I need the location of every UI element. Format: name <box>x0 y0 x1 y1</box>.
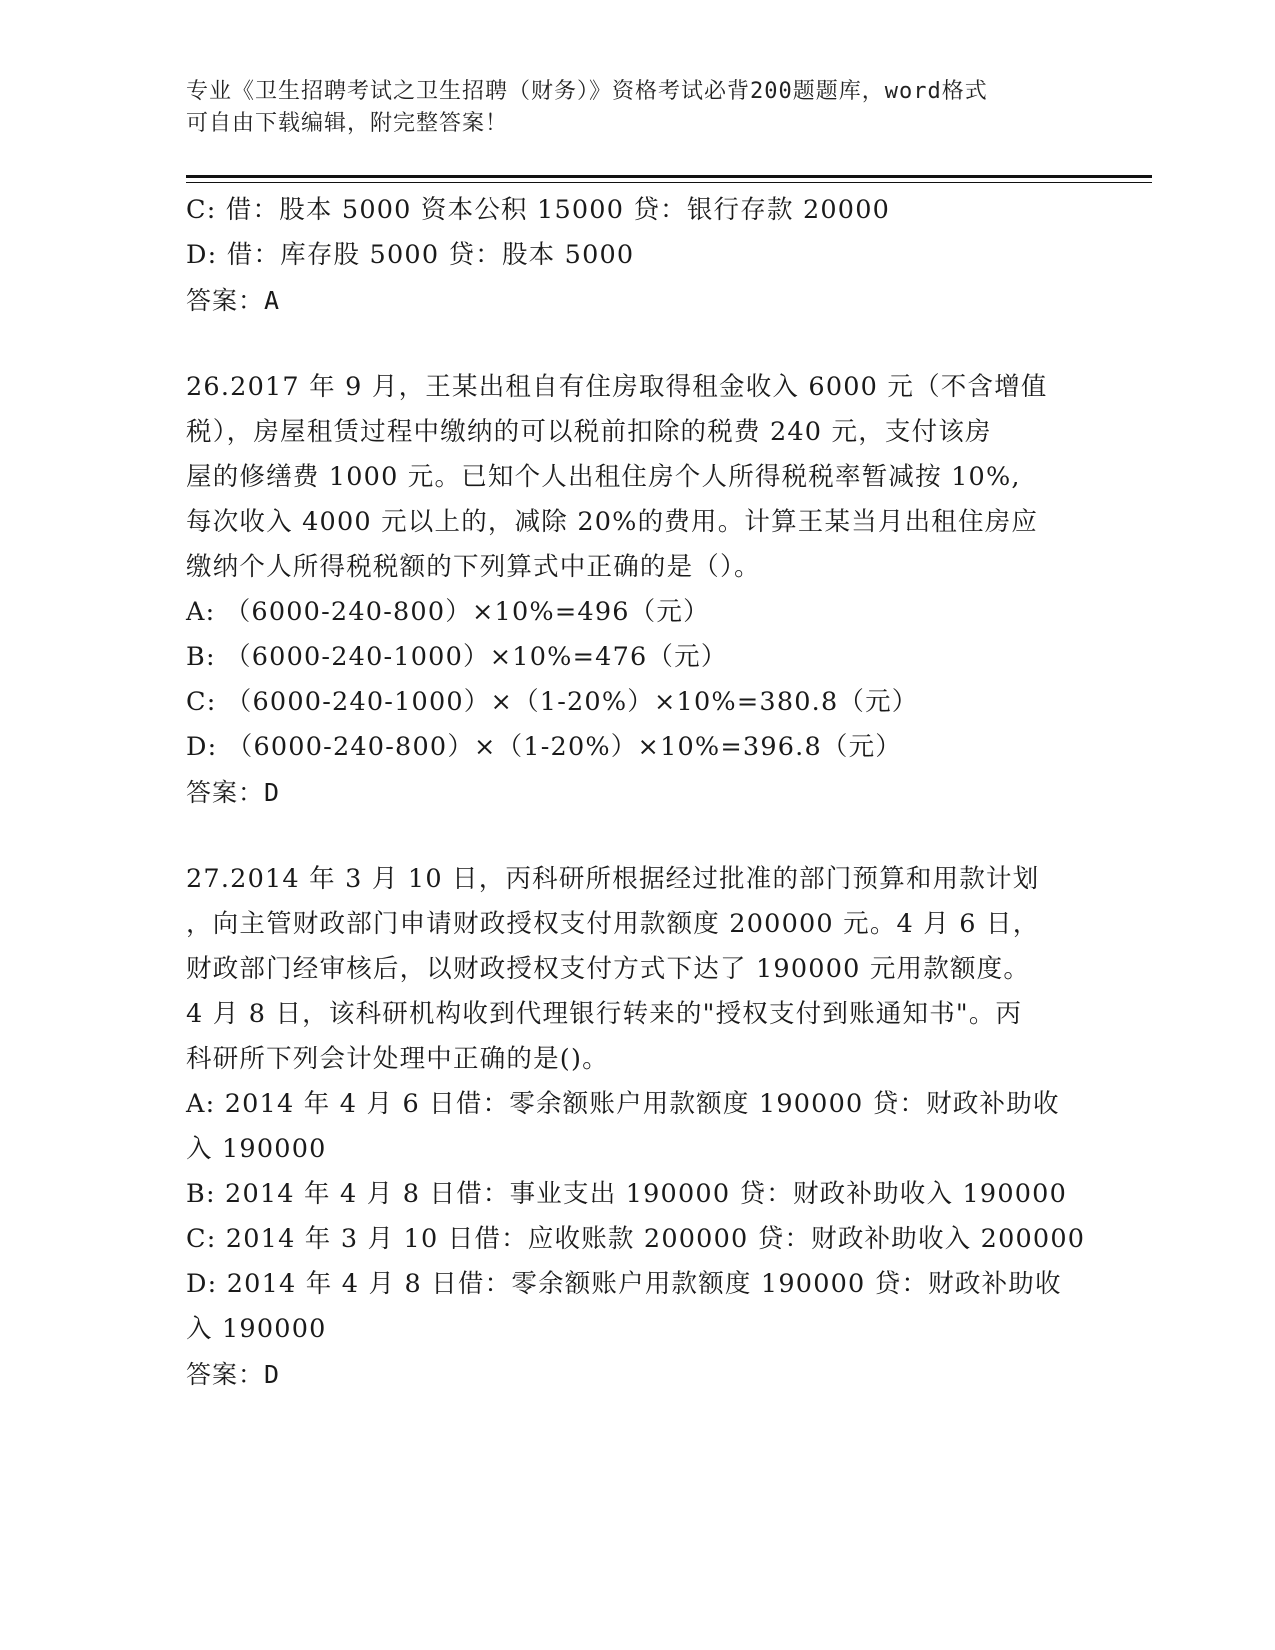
q25-option-d: D: 借：库存股 5000 贷：股本 5000 <box>186 240 635 270</box>
q27-option-d-cont: 入 190000 <box>186 1314 327 1344</box>
q27-option-c: C: 2014 年 3 月 10 日借：应收账款 200000 贷：财政补助收入 200000 <box>186 1224 1086 1254</box>
header-line-2: 可自由下载编辑，附完整答案！ <box>186 111 509 136</box>
q27-option-a-cont: 入 190000 <box>186 1134 327 1164</box>
q26-option-d: D: （6000-240-800）×（1-20%）×10%=396.8（元） <box>186 732 903 762</box>
question-25-tail <box>186 188 1086 323</box>
q27-stem-line: 财政部门经审核后，以财政授权支付方式下达了 190000 元用款额度。 <box>186 954 1031 984</box>
header-line-1: 专业《卫生招聘考试之卫生招聘（财务）》资格考试必背200题题库，word格式 <box>186 79 988 104</box>
q25-answer: 答案：A <box>186 286 281 315</box>
q26-stem-line: 26.2017 年 9 月，王某出租自有住房取得租金收入 6000 元（不含增值 <box>186 372 1048 402</box>
q27-stem-line: 4 月 8 日，该科研机构收到代理银行转来的"授权支付到账通知书"。丙 <box>186 999 1023 1029</box>
q26-stem-line: 税），房屋租赁过程中缴纳的可以税前扣除的税费 240 元，支付该房 <box>186 417 992 447</box>
q26-option-b: B: （6000-240-1000）×10%=476（元） <box>186 642 728 672</box>
document-body <box>186 188 1086 1397</box>
question-26 <box>186 365 1086 815</box>
q27-stem-line: 科研所下列会计处理中正确的是()。 <box>186 1044 609 1074</box>
q26-option-a: A: （6000-240-800）×10%=496（元） <box>186 597 710 627</box>
header-rule-thin <box>186 182 1152 183</box>
q26-option-c: C: （6000-240-1000）×（1-20%）×10%=380.8（元） <box>186 687 919 717</box>
q26-stem-line: 屋的修缮费 1000 元。已知个人出租住房个人所得税税率暂减按 10%, <box>186 462 1021 492</box>
q25-option-c: C: 借：股本 5000 资本公积 15000 贷：银行存款 20000 <box>186 195 891 225</box>
q27-stem-line: 27.2014 年 3 月 10 日，丙科研所根据经过批准的部门预算和用款计划 <box>186 864 1040 894</box>
q27-answer: 答案：D <box>186 1360 281 1389</box>
q27-option-b: B: 2014 年 4 月 8 日借：事业支出 190000 贷：财政补助收入 190000 <box>186 1179 1068 1209</box>
q27-stem-line: ，向主管财政部门申请财政授权支付用款额度 200000 元。4 月 6 日， <box>186 909 1040 939</box>
q26-stem-line: 每次收入 4000 元以上的，减除 20%的费用。计算王某当月出租住房应 <box>186 507 1039 537</box>
question-27 <box>186 857 1086 1397</box>
q27-option-a: A: 2014 年 4 月 6 日借：零余额账户用款额度 190000 贷：财政补助收 <box>186 1089 1060 1119</box>
header-rule-thick <box>186 175 1152 178</box>
q26-stem-line: 缴纳个人所得税税额的下列算式中正确的是（）。 <box>186 552 761 582</box>
q26-answer: 答案：D <box>186 778 281 807</box>
q27-option-d: D: 2014 年 4 月 8 日借：零余额账户用款额度 190000 贷：财政补助收 <box>186 1269 1062 1299</box>
document-header <box>186 76 1066 140</box>
